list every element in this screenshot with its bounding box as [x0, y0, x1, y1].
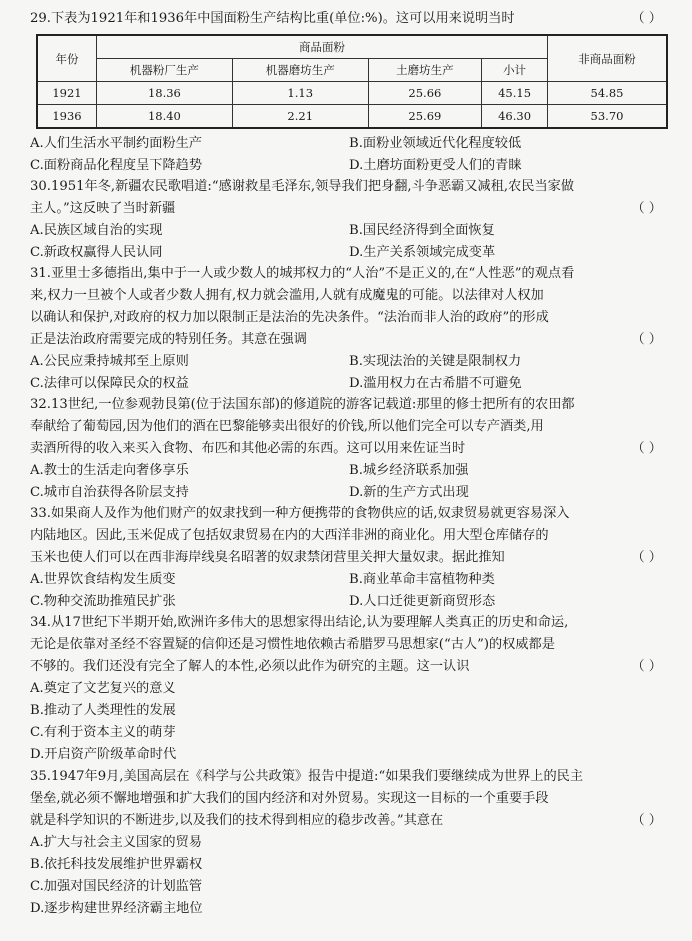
question-31: [30, 263, 668, 394]
option-c[interactable]: C.法律可以保障民众的权益: [30, 375, 189, 391]
answer-paren[interactable]: （ ）: [631, 332, 662, 347]
table-cell: 2.21: [232, 105, 368, 129]
question-33-stem: [30, 503, 668, 569]
flour-structure-table: [36, 34, 668, 129]
stem-line: 29.下表为1921年和1936年中国面粉生产结构比重(单位:%)。这可以用来说明当时: [30, 11, 515, 26]
table-cell: 18.36: [97, 82, 233, 105]
stem-line: 就是科学知识的不断进步,以及我们的技术得到相应的稳步改善。”其意在: [30, 813, 444, 828]
option-b[interactable]: B.依托科技发展维护世界霸权: [30, 857, 203, 872]
option-c[interactable]: C.物种交流助推殖民扩张: [30, 593, 176, 609]
header-col: 机器粉厂生产: [97, 59, 233, 82]
option-d[interactable]: D.人口迁徙更新商贸形态: [349, 593, 496, 609]
table-cell: 54.85: [548, 82, 668, 105]
question-32-stem: [30, 394, 668, 460]
option-a[interactable]: A.公民应秉持城邦至上原则: [30, 354, 189, 369]
option-b[interactable]: B.国民经济得到全面恢复: [349, 223, 495, 238]
question-29-options: [30, 133, 668, 176]
question-30-stem: [30, 176, 668, 220]
option-c[interactable]: C.加强对国民经济的计划监管: [30, 879, 203, 894]
stem-line: 35.1947年9月,美国高层在《科学与公共政策》报告中提道:“如果我们要继续成为世界上的民主: [30, 769, 584, 784]
question-33-options: [30, 569, 668, 612]
header-col: 小计: [482, 59, 548, 82]
question-30-options: [30, 220, 668, 263]
stem-line: 31.亚里士多德指出,集中于一人或少数人的城邦权力的“人治”不是正义的,在“人性恶”的观点看: [30, 266, 575, 281]
table-cell: 1.13: [232, 82, 368, 105]
stem-line: 无论是依靠对圣经不容置疑的信仰还是习惯性地依赖古希腊罗马思想家(“古人”)的权威都是: [30, 637, 555, 652]
table-cell: 1921: [37, 82, 97, 105]
option-b[interactable]: B.面粉业领域近代化程度较低: [349, 136, 522, 151]
question-29: [30, 8, 668, 176]
stem-line: 不够的。我们还没有完全了解人的本性,必须以此作为研究的主题。这一认识: [30, 659, 470, 674]
option-c[interactable]: C.面粉商品化程度呈下降趋势: [30, 157, 203, 173]
question-35: [30, 766, 668, 920]
option-a[interactable]: A.世界饮食结构发生质变: [30, 572, 176, 587]
question-31-options: [30, 351, 668, 394]
stem-line: 以确认和保护,对政府的权力加以限制正是法治的先决条件。“法治而非人治的政府”的形成: [30, 310, 549, 325]
table-cell: 46.30: [482, 105, 548, 129]
stem-line: 主人。”这反映了当时新疆: [30, 201, 176, 216]
option-b[interactable]: B.实现法治的关键是限制权力: [349, 354, 522, 369]
option-b[interactable]: B.推动了人类理性的发展: [30, 703, 176, 718]
option-d[interactable]: D.滥用权力在古希腊不可避免: [349, 375, 522, 391]
question-35-stem: [30, 766, 668, 832]
option-d[interactable]: D.生产关系领域完成变革: [349, 244, 496, 260]
answer-paren[interactable]: （ ）: [631, 550, 662, 565]
stem-line: 奉献给了葡萄园,因为他们的酒在巴黎能够卖出很好的价钱,所以他们完全可以专产酒类,用: [30, 419, 544, 434]
question-32-options: [30, 460, 668, 503]
question-31-stem: [30, 263, 668, 351]
table-cell: 18.40: [97, 105, 233, 129]
header-col: 土磨坊生产: [368, 59, 482, 82]
option-b[interactable]: B.商业革命丰富植物种类: [349, 572, 495, 587]
answer-paren[interactable]: （ ）: [631, 659, 662, 674]
header-year: 年份: [37, 35, 97, 82]
stem-line: 34.从17世纪下半期开始,欧洲许多伟大的思想家得出结论,认为要理解人类真正的历史和命运,: [30, 615, 569, 630]
question-30: [30, 176, 668, 263]
table-row: [37, 105, 667, 129]
option-d[interactable]: D.逐步构建世界经济霸主地位: [30, 901, 203, 916]
question-34: [30, 612, 668, 766]
stem-line: 卖酒所得的收入来买入食物、布匹和其他必需的东西。这可以用来佐证当时: [30, 441, 466, 456]
option-d[interactable]: D.开启资产阶级革命时代: [30, 747, 177, 762]
answer-paren[interactable]: （ ）: [631, 11, 662, 26]
table-cell: 25.66: [368, 82, 482, 105]
option-a[interactable]: A.扩大与社会主义国家的贸易: [30, 835, 202, 850]
question-29-stem: [30, 8, 668, 30]
stem-line: 堡垒,就必须不懈地增强和扩大我们的国内经济和对外贸易。实现这一目标的一个重要手段: [30, 791, 549, 806]
option-c[interactable]: C.城市自治获得各阶层支持: [30, 484, 189, 500]
option-b[interactable]: B.城乡经济联系加强: [349, 463, 469, 478]
option-a[interactable]: A.民族区域自治的实现: [30, 223, 163, 238]
table-cell: 45.15: [482, 82, 548, 105]
stem-line: 33.如果商人及作为他们财产的奴隶找到一种方便携带的食物供应的话,奴隶贸易就更容易深入: [30, 506, 570, 521]
table-cell: 25.69: [368, 105, 482, 129]
stem-line: 正是法治政府需要完成的特别任务。其意在强调: [30, 332, 307, 347]
stem-line: 32.13世纪,一位参观勃艮第(位于法国东部)的修道院的游客记载道:那里的修士把所有的农田都: [30, 397, 575, 412]
table-cell: 1936: [37, 105, 97, 129]
question-34-stem: [30, 612, 668, 678]
question-34-options: [30, 678, 668, 766]
stem-line: 玉米也使人们可以在西非海岸线臭名昭著的奴隶禁闭营里关押大量奴隶。据此推知: [30, 550, 505, 565]
answer-paren[interactable]: （ ）: [631, 813, 662, 828]
option-d[interactable]: D.新的生产方式出现: [349, 484, 469, 500]
question-33: [30, 503, 668, 612]
header-commodity-flour: 商品面粉: [97, 35, 548, 59]
option-a[interactable]: A.教士的生活走向奢侈享乐: [30, 463, 189, 478]
option-c[interactable]: C.有利于资本主义的萌芽: [30, 725, 176, 740]
option-a[interactable]: A.奠定了文艺复兴的意义: [30, 681, 176, 696]
question-32: [30, 394, 668, 503]
option-d[interactable]: D.土磨坊面粉更受人们的青睐: [349, 157, 522, 173]
answer-paren[interactable]: （ ）: [631, 441, 662, 456]
question-35-options: [30, 832, 668, 920]
header-col: 机器磨坊生产: [232, 59, 368, 82]
table-cell: 53.70: [548, 105, 668, 129]
option-a[interactable]: A.人们生活水平制约面粉生产: [30, 136, 202, 151]
stem-line: 内陆地区。因此,玉米促成了包括奴隶贸易在内的大西洋非洲的商业化。用大型仓库储存的: [30, 528, 549, 543]
answer-paren[interactable]: （ ）: [631, 201, 662, 216]
stem-line: 来,权力一旦被个人或者少数人拥有,权力就会滥用,人就有成魔鬼的可能。以法律对人权加: [30, 288, 544, 303]
option-c[interactable]: C.新政权赢得人民认同: [30, 244, 163, 260]
stem-line: 30.1951年冬,新疆农民歌唱道:“感谢救星毛泽东,领导我们把身翻,斗争恶霸又减租,农民当家做: [30, 179, 575, 194]
table-row: [37, 82, 667, 105]
header-non-commodity-flour: 非商品面粉: [548, 35, 668, 82]
